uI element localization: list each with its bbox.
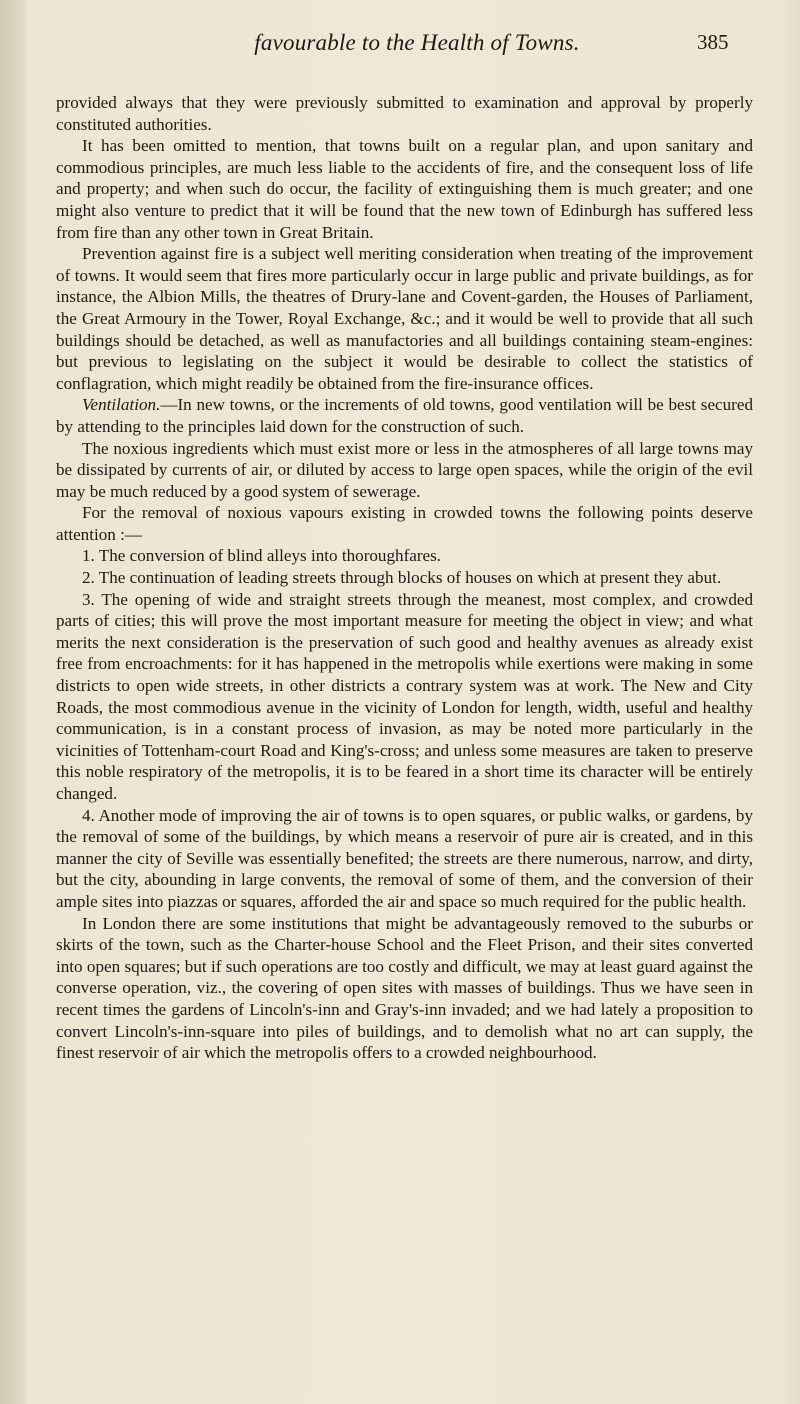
page-number: 385 xyxy=(697,30,729,54)
page-header xyxy=(0,30,800,70)
list-item: 1. The conversion of blind alleys into thoroughfares. xyxy=(82,546,442,566)
page-gutter-edge xyxy=(0,0,26,1404)
list-item: 3. The opening of wide and straight streets through the meanest, most complex, and crowded parts of cities; this will prove the most important measure for meeting the object in view; and what merits the next consideration is the preservation of such good and healthy avenues as already exist free from encroachments: for it has happened in the metropolis while exertions were making in some districts to open wide streets, in other districts a contrary system was at work. The New and City Roads, the most commodious avenue in the vicinity of London for length, width, useful and healthy communication, is in a constant process of invasion, as may be noted more particularly in the vicinities of Tottenham-court Road and King's-cross; and unless some measures are taken to preserve this noble respiratory of the metropolis, it is to be feared in a short time its character will be entirely changed. xyxy=(56,589,753,803)
body-text xyxy=(56,92,753,1064)
list-item: 2. The continuation of leading streets through blocks of houses on which at present they abut. xyxy=(82,568,722,588)
paragraph: The noxious ingredients which must exist more or less in the atmospheres of all large towns may be dissipated by currents of air, or diluted by access to large open spaces, while the origin of the evil may be much reduced by a good system of sewerage. xyxy=(56,438,753,501)
paragraph: Prevention against fire is a subject well meriting consideration when treating of the improvement of towns. It would seem that fires more particularly occur in large public and private buildings, as for instance, the Albion Mills, the theatres of Drury-lane and Covent-garden, the Houses of Parliament, the Great Armoury in the Tower, Royal Exchange, &c.; and it would be well to provide that all such buildings should be detached, as well as manufactories and all buildings containing steam-engines: but previous to legislating on the subject it would be desirable to collect the statistics of conflagration, which might readily be obtained from the fire-insurance offices. xyxy=(56,244,753,393)
paragraph: It has been omitted to mention, that towns built on a regular plan, and upon sanitary and commodious principles, are much less liable to the accidents of fire, and the consequent loss of life and property; and when such do occur, the facility of extinguishing them is much greater; and one might also venture to predict that it will be found that the new town of Edinburgh has suffered less from fire than any other town in Great Britain. xyxy=(56,136,753,242)
paragraph xyxy=(56,394,753,437)
paragraph: provided always that they were previously submitted to examination and approval by properly constituted authorities. xyxy=(56,93,753,134)
paragraph: In London there are some institutions that might be advantageously removed to the suburbs or skirts of the town, such as the Charter-house School and the Fleet Prison, and their sites converted into open squares; but if such operations are too costly and difficult, we may at least guard against the converse operation, viz., the covering of open sites with masses of buildings. Thus we have seen in recent times the gardens of Lincoln's-inn and Gray's-inn invaded; and we had lately a proposition to convert Lincoln's-inn-square into piles of buildings, and to demolish what no art can supply, the finest reservoir of air which the metropolis offers to a crowded neighbourhood. xyxy=(56,913,753,1063)
section-heading: Ventilation. xyxy=(82,395,161,415)
list-item: 4. Another mode of improving the air of towns is to open squares, or public walks, or gardens, by the removal of some of the buildings, by which means a reservoir of pure air is created, and in this manner the city of Seville was essentially benefited; the streets are there numerous, narrow, and dirty, but the city, abounding in large convents, the removal of some of them, and the conversion of their ample sites into piazzas or squares, afforded the air and space so much required for the public health. xyxy=(56,805,753,911)
paragraph-text: —In new towns, or the increments of old towns, good ventilation will be best secured by attending to the principles laid down for the construction of such. xyxy=(56,395,753,436)
running-title: favourable to the Health of Towns. xyxy=(254,30,580,55)
paragraph: For the removal of noxious vapours existing in crowded towns the following points deserve attention :— xyxy=(56,503,753,544)
